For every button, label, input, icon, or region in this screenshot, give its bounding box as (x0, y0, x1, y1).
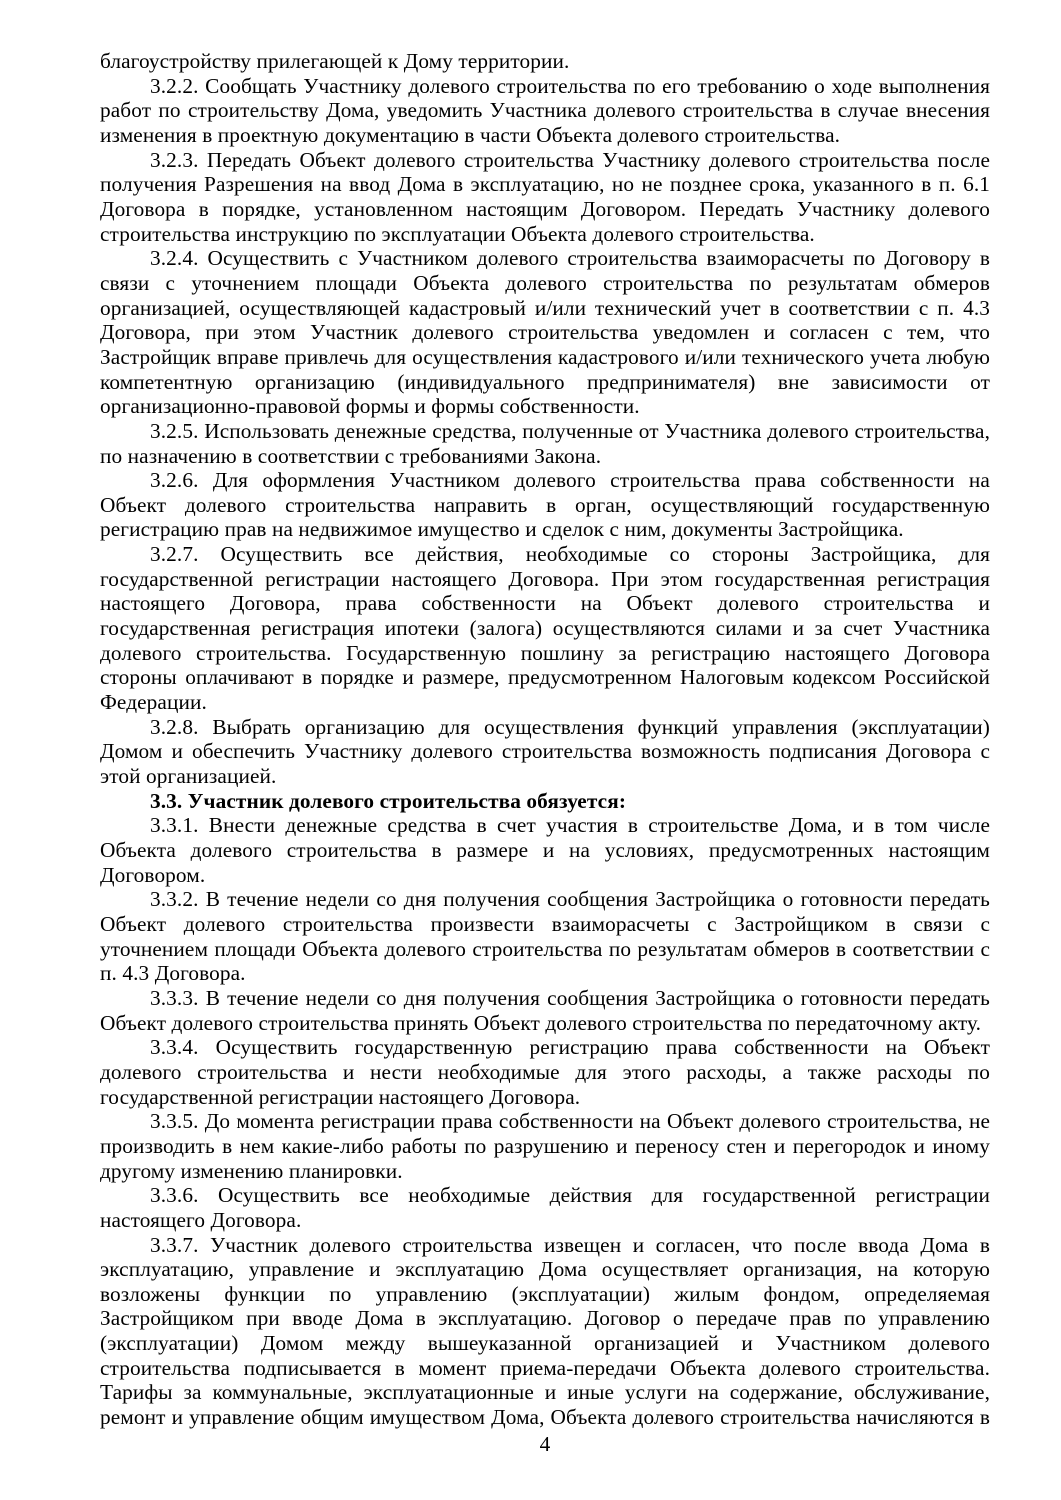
page-number: 4 (539, 1432, 551, 1456)
paragraph: 3.3.4. Осуществить государственную регистрацию права собственности на Объект долевого строительства и нести необходимые для этого расходы, а также расходы по государственной регистрации настоящего Договора. (100, 1035, 990, 1109)
paragraph: 3.3.6. Осуществить все необходимые действия для государственной регистрации настоящего Договора. (100, 1183, 990, 1232)
paragraph: 3.2.7. Осуществить все действия, необходимые со стороны Застройщика, для государственной регистрации настоящего Договора. При этом государственная регистрация настоящего Договора, права собственности на Объект долевого строительства и государственная регистрация ипотеки (залога) осуществляются силами и за счет Участника долевого строительства. Государственную пошлину за регистрацию настоящего Договора стороны оплачивают в порядке и размере, предусмотренном Налоговым кодексом Российской Федерации. (100, 542, 990, 715)
section-heading: 3.3. Участник долевого строительства обязуется: (150, 788, 627, 813)
paragraph: 3.2.8. Выбрать организацию для осуществления функций управления (эксплуатации) Домом и обеспечить Участнику долевого строительства возможность подписания Договора с этой организацией. (100, 714, 990, 789)
paragraph: 3.3.3. В течение недели со дня получения сообщения Застройщика о готовности передать Объект долевого строительства принять Объект долевого строительства по передаточному акту. (100, 985, 990, 1035)
paragraph: 3.2.6. Для оформления Участником долевого строительства права собственности на Объект долевого строительства направить в орган, осуществляющий государственную регистрацию прав на недвижимое имущество и сделок с ним, документы Застройщика. (100, 468, 990, 542)
paragraph: 3.2.3. Передать Объект долевого строительства Участнику долевого строительства после получения Разрешения на ввод Дома в эксплуатацию, но не позднее срока, указанного в п. 6.1 Договора в порядке, установленном настоящим Договором. Передать Участнику долевого строительства инструкцию по эксплуатации Объекта долевого строительства. (100, 147, 990, 246)
paragraph: 3.3.7. Участник долевого строительства извещен и согласен, что после ввода Дома в эксплуатацию, управление и эксплуатацию Дома осуществляет организация, на которую возложены функции по управлению (эксплуатации) жилым фондом, определяемая Застройщиком при вводе Дома в эксплуатацию. Договор о передаче прав по управлению (эксплуатации) Домом между вышеуказанной организацией и Участником долевого строительства подписывается в момент приема-передачи Объекта долевого строительства. Тарифы за коммунальные, эксплуатационные и иные услуги на содержание, обслуживание, ремонт и управление общим имуществом Дома, Объекта долевого строительства начисляются в (100, 1232, 990, 1430)
paragraph: 3.2.4. Осуществить с Участником долевого строительства взаиморасчеты по Договору в связи с уточнением площади Объекта долевого строительства по результатам обмеров организацией, осуществляющей кадастровый и/или технический учет в соответствии с п. 4.3 Договора, при этом Участник долевого строительства уведомлен и согласен с тем, что Застройщик вправе привлечь для осуществления кадастрового и/или технического учета любую компетентную организацию (индивидуального предпринимателя) вне зависимости от организационно-правовой формы и формы собственности. (100, 246, 990, 419)
paragraph: благоустройству прилегающей к Дому территории. (100, 49, 570, 73)
document-body (100, 49, 990, 1430)
paragraph: 3.3.5. До момента регистрации права собственности на Объект долевого строительства, не производить в нем какие-либо работы по разрушению и переносу стен и перегородок и иному другому изменению планировки. (100, 1109, 990, 1183)
paragraph: 3.2.2. Сообщать Участнику долевого строительства по его требованию о ходе выполнения работ по строительству Дома, уведомить Участника долевого строительства в случае внесения изменения в проектную документацию в части Объекта долевого строительства. (100, 73, 990, 147)
paragraph: 3.3.2. В течение недели со дня получения сообщения Застройщика о готовности передать Объект долевого строительства произвести взаиморасчеты с Застройщиком в связи с уточнением площади Объекта долевого строительства по результатам обмеров в соответствии с п. 4.3 Договора. (100, 887, 990, 986)
paragraph: 3.3.1. Внести денежные средства в счет участия в строительстве Дома, и в том числе Объекта долевого строительства в размере и на условиях, предусмотренных настоящим Договором. (100, 813, 990, 887)
paragraph: 3.2.5. Использовать денежные средства, полученные от Участника долевого строительства, по назначению в соответствии с требованиями Закона. (100, 418, 990, 468)
